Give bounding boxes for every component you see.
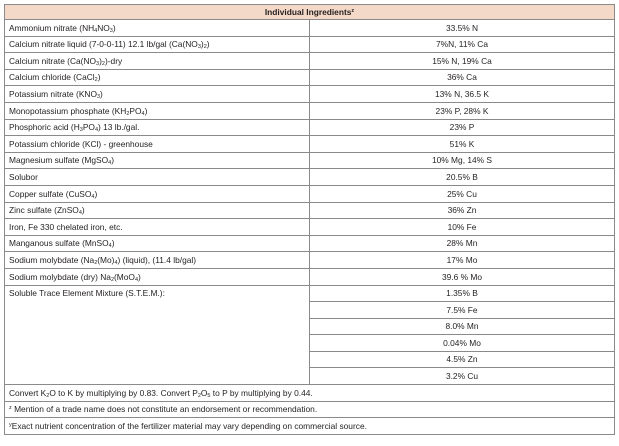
text-segment: O to K by multiplying by 0.83. Convert P [49, 387, 198, 398]
table-row [5, 252, 615, 269]
table-title-footnote-mark: z [351, 7, 355, 14]
nutrient-value-cell: 36% Ca [310, 69, 615, 86]
stem-value-cell: 1.35% B [310, 285, 615, 302]
stem-value-cell: 0.04% Mo [310, 335, 615, 352]
text-segment: Sodium molybdate (Na [9, 254, 95, 265]
text-segment: Ammonium nitrate (NH [9, 22, 95, 33]
ingredient-name-cell [5, 53, 310, 70]
nutrient-value-cell: 25% Cu [310, 185, 615, 202]
subscript: 2 [126, 110, 130, 117]
subscript: 3 [197, 44, 201, 51]
table-title-text: Individual Ingredients [264, 6, 352, 17]
ingredient-name-cell [5, 219, 310, 236]
subscript: 2 [110, 276, 114, 283]
footnote-mark: z [9, 405, 12, 412]
nutrient-value-cell: 28% Mn [310, 235, 615, 252]
nutrient-value-cell: 7%N, 11% Ca [310, 36, 615, 53]
subscript: 2 [94, 77, 98, 84]
table-header-row [5, 5, 615, 20]
nutrient-value-cell: 51% K [310, 136, 615, 153]
trade-name-footnote-row [5, 401, 615, 418]
text-segment: ) [144, 105, 148, 116]
table-row [5, 152, 615, 169]
text-segment: Iron, Fe 330 chelated iron, etc. [9, 221, 123, 232]
stem-value-cell: 3.2% Cu [310, 368, 615, 385]
text-segment: ) (liquid), (11.4 lb/gal) [117, 254, 197, 265]
stem-value-cell: 8.0% Mn [310, 318, 615, 335]
subscript: 4 [134, 276, 138, 283]
subscript: 2 [94, 259, 98, 266]
text-segment: ) [112, 22, 116, 33]
text-segment: ) [99, 55, 102, 66]
ingredient-name-cell [5, 86, 310, 103]
subscript: 2 [197, 392, 201, 399]
text-segment: ) [138, 271, 141, 282]
ingredients-table-container [4, 4, 615, 435]
subscript: 4 [91, 193, 95, 200]
ingredient-name-cell [5, 36, 310, 53]
nutrient-value-cell: 17% Mo [310, 252, 615, 269]
nutrient-value-cell: 20.5% B [310, 169, 615, 186]
nutrient-value-cell: 10% Mg, 14% S [310, 152, 615, 169]
footnote-text: Mention of a trade name does not constitute an endorsement or recommendation. [11, 404, 318, 415]
subscript: 2 [203, 44, 207, 51]
stem-value-cell: 4.5% Zn [310, 351, 615, 368]
text-segment: Solubor [9, 171, 38, 182]
text-segment: ) [100, 88, 103, 99]
nutrient-value-cell: 10% Fe [310, 219, 615, 236]
conversion-note [5, 385, 615, 402]
table-row [5, 102, 615, 119]
text-segment: Calcium nitrate (Ca(NO [9, 55, 97, 66]
ingredient-name-cell [5, 102, 310, 119]
table-row [5, 185, 615, 202]
table-row [5, 285, 615, 302]
subscript: 4 [78, 210, 82, 217]
text-segment: Magnesium sulfate (MgSO [9, 155, 109, 166]
table-row [5, 235, 615, 252]
ingredient-name-cell [5, 119, 310, 136]
table-row [5, 268, 615, 285]
concentration-footnote [5, 418, 615, 435]
text-segment: Potassium chloride (KCl) - greenhouse [9, 138, 153, 149]
text-segment: PO [82, 122, 95, 133]
text-segment: O [200, 387, 208, 398]
table-row [5, 219, 615, 236]
ingredient-name-cell [5, 252, 310, 269]
table-row [5, 36, 615, 53]
table-row [5, 136, 615, 153]
ingredient-name-cell [5, 268, 310, 285]
subscript: 4 [114, 259, 118, 266]
subscript: 3 [96, 93, 101, 100]
footnote-mark: y [9, 421, 12, 428]
text-segment: ) [94, 188, 98, 199]
nutrient-value-cell: 33.5% N [310, 20, 615, 37]
nutrient-value-cell: 36% Zn [310, 202, 615, 219]
text-segment: Monopotassium phosphate (KH [9, 105, 127, 116]
individual-ingredients-table [4, 4, 615, 435]
text-segment: NO [97, 22, 110, 33]
text-segment: Calcium nitrate liquid (7-0-0-11) 12.1 lb/gal (Ca(NO [9, 39, 198, 50]
text-segment: Copper sulfate (CuSO [9, 188, 92, 199]
footnote-text: Exact nutrient concentration of the fertilizer material may vary depending on commercial source. [11, 420, 367, 431]
subscript: 4 [94, 127, 98, 134]
conversion-note-row [5, 385, 615, 402]
text-segment: Sodium molybdate (dry) Na [9, 271, 111, 282]
ingredient-name-cell [5, 202, 310, 219]
nutrient-value-cell: 23% P, 28% K [310, 102, 615, 119]
text-segment: Manganous sulfate (MnSO [9, 238, 109, 249]
subscript: 3 [96, 60, 100, 67]
text-segment: Calcium chloride (CaCl [9, 72, 95, 83]
text-segment: Phosphoric acid (H [9, 122, 80, 133]
subscript: 4 [108, 160, 112, 167]
ingredient-name-cell [5, 69, 310, 86]
subscript: 3 [109, 27, 113, 34]
text-segment: )-dry [104, 55, 123, 66]
text-segment: ) [200, 39, 204, 50]
table-row [5, 20, 615, 37]
table-row [5, 69, 615, 86]
stem-value-cell: 7.5% Fe [310, 302, 615, 319]
subscript: 4 [141, 110, 145, 117]
ingredient-name-cell [5, 152, 310, 169]
ingredient-name-cell [5, 235, 310, 252]
subscript: 3 [79, 127, 83, 134]
subscript: 2 [101, 60, 105, 67]
table-row [5, 53, 615, 70]
text-segment: to P by multiplying by 0.44. [210, 387, 313, 398]
text-segment: ) [97, 72, 101, 83]
text-segment: ) [111, 155, 115, 166]
ingredient-name-cell [5, 185, 310, 202]
text-segment: ) 13 lb./gal. [98, 122, 140, 133]
text-segment: Potassium nitrate (KNO [9, 88, 97, 99]
subscript: 4 [108, 243, 112, 250]
nutrient-value-cell: 13% N, 36.5 K [310, 86, 615, 103]
table-title [5, 5, 615, 20]
table-row [5, 169, 615, 186]
table-row [5, 86, 615, 103]
text-segment: (MoO [114, 271, 135, 282]
trade-name-footnote [5, 401, 615, 418]
concentration-footnote-row [5, 418, 615, 435]
nutrient-value-cell: 39.6 % Mo [310, 268, 615, 285]
ingredient-name-cell [5, 169, 310, 186]
text-segment: (Mo) [97, 254, 115, 265]
subscript: 2 [46, 392, 50, 399]
stem-name-cell: Soluble Trace Element Mixture (S.T.E.M.): [5, 285, 310, 385]
text-segment: ) [111, 238, 115, 249]
subscript: 5 [207, 392, 211, 399]
subscript: 4 [94, 27, 98, 34]
text-segment: Convert K [9, 387, 47, 398]
table-row [5, 119, 615, 136]
table-row [5, 202, 615, 219]
text-segment: Zinc sulfate (ZnSO [9, 205, 79, 216]
nutrient-value-cell: 15% N, 19% Ca [310, 53, 615, 70]
text-segment: PO [129, 105, 142, 116]
text-segment: ) [81, 205, 85, 216]
nutrient-value-cell: 23% P [310, 119, 615, 136]
ingredient-name-cell [5, 136, 310, 153]
text-segment: ) [206, 39, 210, 50]
ingredient-name-cell [5, 20, 310, 37]
